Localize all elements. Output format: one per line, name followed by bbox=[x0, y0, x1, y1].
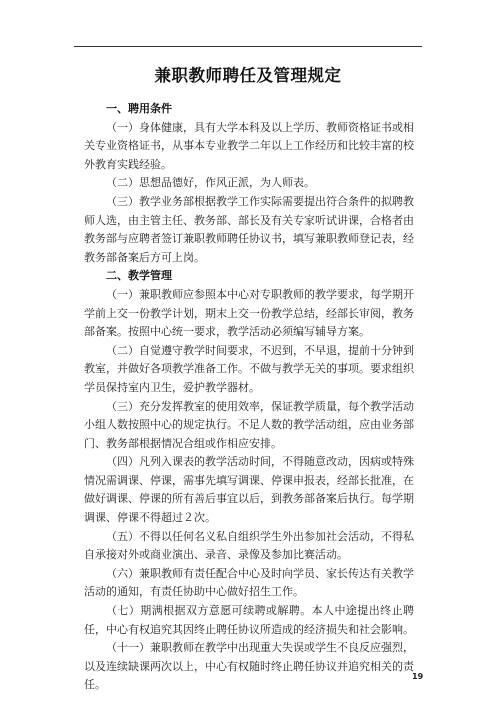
paragraph: （三）充分发挥教室的使用效率，保证教学质量，每个教学活动小组人数按照中心的规定执行。不足人数的教学活动组，应由业务部门、教务部根据情况合组或作相应安排。 bbox=[84, 399, 414, 450]
paragraph: （一）身体健康，具有大学本科及以上学历、教师资格证书或相关专业资格证书，从事本专业教学二年以上工作经历和比较丰富的校外教育实践经验。 bbox=[84, 120, 414, 171]
document-body bbox=[84, 100, 414, 695]
paragraph: （三）教学业务部根据教学工作实际需要提出符合条件的拟聘教师人选，由主管主任、教务部、部长及有关专家听试讲课，合格者由教务部与应聘者签订兼职教师聘任协议书，填写兼职教师登记表，经教务部备案后方可上岗。 bbox=[84, 194, 414, 264]
page-number: 19 bbox=[412, 672, 424, 681]
section-heading-teaching-management: 二、教学管理 bbox=[106, 269, 172, 283]
paragraph: （十一）兼职教师在教学中出现重大失误或学生不良反应强烈，以及连续缺课两次以上，中心有权随时终止聘任协议并追究相关的责任。 bbox=[84, 641, 414, 692]
paragraph: （四）凡列入课表的教学活动时间，不得随意改动，因病或特殊情况需调课、停课，需事先填写调课、停课申报表，经部长批准，在做好调课、停课的所有善后事宜以后，到教务部备案后执行。每学期调课、停课不得超过２次。 bbox=[84, 455, 414, 525]
paragraph: （六）兼职教师有责任配合中心及时向学员、家长传达有关教学活动的通知，有责任协助中心做好招生工作。 bbox=[84, 566, 414, 599]
section-heading-hiring-conditions: 一、聘用条件 bbox=[106, 102, 172, 115]
header-rule bbox=[74, 46, 422, 47]
paragraph: （一）兼职教师应参照本中心对专职教师的教学要求，每学期开学前上交一份教学计划，期末上交一份教学总结，经部长审阅，教务部备案。按照中心统一要求，教学活动必须编写辅导方案。 bbox=[84, 287, 414, 339]
paragraph: （五）不得以任何名义私自组织学生外出参加社会活动，不得私自承接对外或商业演出、录音、录像及参加比赛活动。 bbox=[84, 529, 414, 562]
paragraph: （二）思想品德好，作风正派，为人师表。 bbox=[106, 176, 315, 190]
paragraph: （二）自觉遵守教学时间要求，不迟到，不早退，提前十分钟到教室，并做好各项教学准备工作。不做与教学无关的事项。要求组织学员保持室内卫生，爱护教学器材。 bbox=[84, 343, 414, 394]
paragraph: （七）期满根据双方意愿可续聘或解聘。本人中途提出终止聘任，中心有权追究其因终止聘任协议所造成的经济损失和社会影响。 bbox=[84, 604, 414, 636]
document-title: 兼职教师聘任及管理规定 bbox=[154, 66, 342, 85]
